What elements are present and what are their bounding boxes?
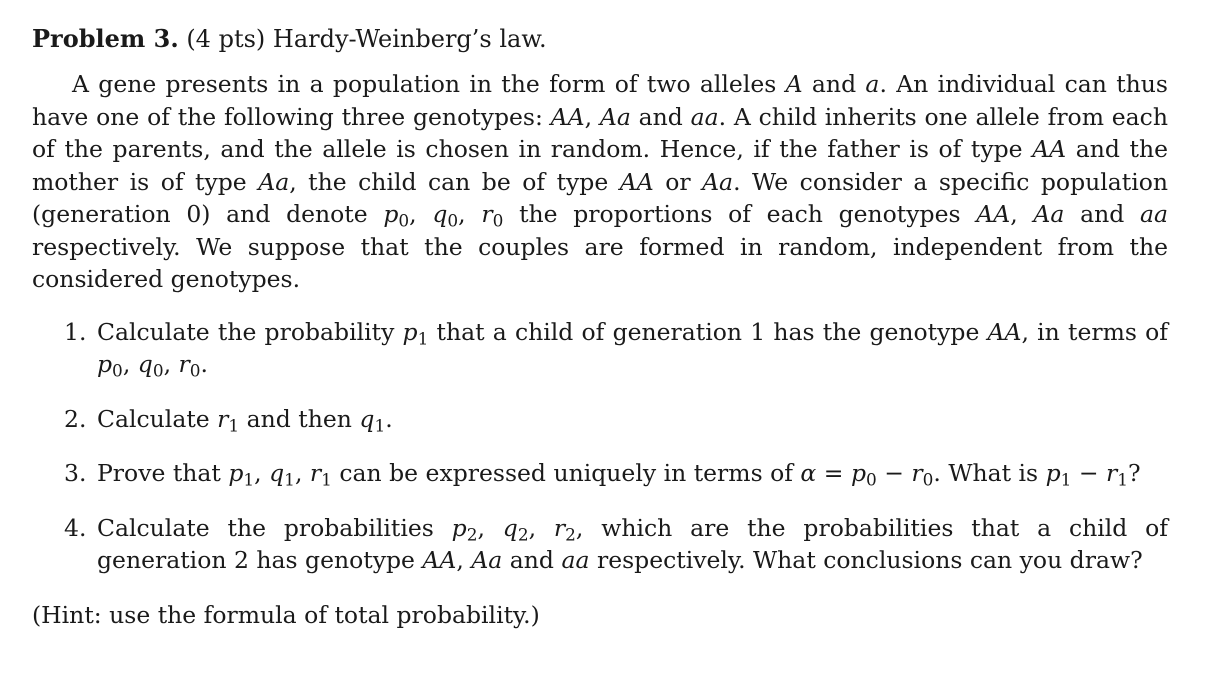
math-var: Aa [702, 167, 734, 196]
math-sub: 1 [228, 415, 240, 436]
math-sep: , [409, 200, 433, 228]
math-sub: 0 [398, 210, 410, 231]
intro-text: , [584, 102, 600, 131]
math-var: Aa [471, 546, 503, 574]
math-var: Aa [1033, 200, 1065, 228]
math-sub: 1 [321, 469, 332, 490]
hint-text: (Hint: use the formula of total probability.) [32, 600, 540, 629]
intro-text: or [653, 167, 703, 196]
math-sub: 0 [152, 360, 164, 381]
math-sub: 0 [492, 210, 504, 231]
item-number: 2. [64, 404, 87, 433]
intro-text: , [1010, 200, 1034, 228]
math-var: q [502, 513, 518, 542]
item-number: 4. [64, 513, 87, 542]
item-text: , in terms of [1021, 317, 1168, 346]
math-sep: , [458, 200, 482, 228]
intro-text: . A child inherits one allele from each of the parents, and the allele is chosen in random. Hence, if the father is of type [32, 102, 1168, 163]
math-var: r [217, 404, 229, 433]
intro-text: and [1064, 200, 1140, 228]
math-sub: 1 [374, 415, 386, 436]
item-text: and [502, 546, 562, 574]
math-sub: 2 [565, 524, 576, 545]
math-var: q [269, 459, 285, 487]
math-sub: 0 [189, 360, 201, 381]
math-var: r [1106, 459, 1118, 487]
math-sub: 0 [922, 469, 934, 490]
question-item-2 [32, 403, 1168, 436]
intro-text: . We consider a specific population (generation 0) and denote [32, 167, 1169, 228]
math-var: aa [1139, 200, 1169, 228]
intro-text: . An individual can thus have one of the following three genotypes: [32, 70, 1168, 131]
item-text: Calculate the probabilities [97, 513, 452, 542]
math-op: = [816, 459, 851, 487]
math-var: r [553, 513, 566, 542]
math-sep: , [122, 350, 138, 378]
intro-text: the proportions of each genotypes [503, 200, 977, 228]
math-var: A [785, 70, 803, 98]
intro-text: respectively. We suppose that the couples are formed in random, independent from the considered genotypes. [32, 232, 1168, 293]
math-var: aa [690, 102, 719, 131]
item-text: , which are the probabilities that a child of generation 2 has genotype [97, 513, 1169, 574]
math-var: p [383, 200, 399, 228]
intro-paragraph [32, 68, 1168, 296]
math-sep: , [294, 459, 310, 487]
intro-text: , the child can be of type [289, 167, 620, 196]
math-var: r [481, 200, 493, 228]
intro-text: A gene presents in a population in the form of two alleles [72, 70, 786, 98]
math-sub: 1 [284, 469, 295, 490]
item-text: Calculate [97, 404, 218, 433]
math-sep: , [477, 513, 503, 542]
math-sep: , [528, 513, 554, 542]
math-var: AA [987, 317, 1022, 346]
question-item-1 [32, 316, 1168, 381]
item-number: 3. [64, 459, 87, 487]
math-var: p [228, 459, 244, 487]
item-text: Calculate the probability [97, 317, 403, 346]
math-var: AA [550, 102, 585, 131]
math-var: p [1045, 459, 1061, 487]
math-var: AA [1032, 135, 1067, 163]
item-text: . [200, 350, 209, 378]
math-var: p [402, 317, 418, 346]
intro-text: and the mother is of type [32, 135, 1169, 196]
math-sub: 1 [243, 469, 255, 490]
math-sub: 2 [466, 524, 478, 545]
item-text: respectively. What conclusions can you draw? [589, 546, 1143, 574]
math-op: − [1071, 459, 1107, 487]
question-item-4 [32, 512, 1168, 577]
math-sub: 0 [447, 210, 459, 231]
math-var: q [359, 404, 375, 433]
question-list [32, 316, 1168, 577]
math-var: q [432, 200, 448, 228]
item-text: can be expressed uniquely in terms of [331, 459, 801, 487]
item-text: Prove that [97, 459, 229, 487]
math-op: − [876, 459, 912, 487]
item-text: , [456, 546, 472, 574]
math-var: aa [561, 546, 590, 574]
math-sub: 0 [865, 469, 877, 490]
math-var: AA [422, 546, 457, 574]
math-sub: 1 [417, 328, 429, 349]
math-var: Aa [599, 102, 631, 131]
math-sub: 1 [1060, 469, 1072, 490]
math-var: a [865, 70, 880, 98]
math-sub: 2 [517, 524, 529, 545]
problem-document [32, 22, 1168, 631]
math-var: p [451, 513, 467, 542]
math-var: p [97, 350, 113, 378]
math-var: r [309, 459, 322, 487]
math-sep: , [254, 459, 270, 487]
math-var: AA [976, 200, 1011, 228]
problem-label: Problem 3. [32, 24, 179, 53]
math-var: r [911, 459, 923, 487]
math-var: q [137, 350, 153, 378]
item-text: ? [1128, 459, 1141, 487]
math-var: Aa [258, 167, 290, 196]
math-var: r [178, 350, 190, 378]
item-text: . [385, 404, 393, 433]
math-p0-q0-r0 [383, 200, 504, 231]
math-var: p [850, 459, 866, 487]
item-number: 1. [64, 317, 87, 346]
problem-title: Hardy-Weinberg’s law. [272, 25, 547, 53]
math-var: AA [619, 167, 654, 196]
question-item-3 [32, 457, 1168, 490]
problem-points: (4 pts) [186, 25, 266, 53]
math-var: α [800, 459, 817, 487]
intro-text: and [802, 70, 866, 98]
math-sub: 1 [1117, 469, 1129, 490]
math-sub: 0 [112, 360, 123, 381]
item-text: and then [239, 404, 360, 433]
math-sep: , [163, 350, 179, 378]
intro-text: and [630, 102, 691, 131]
item-text: . What is [933, 459, 1046, 487]
item-text: that a child of generation 1 has the genotype [428, 317, 988, 346]
problem-heading [32, 22, 1168, 56]
